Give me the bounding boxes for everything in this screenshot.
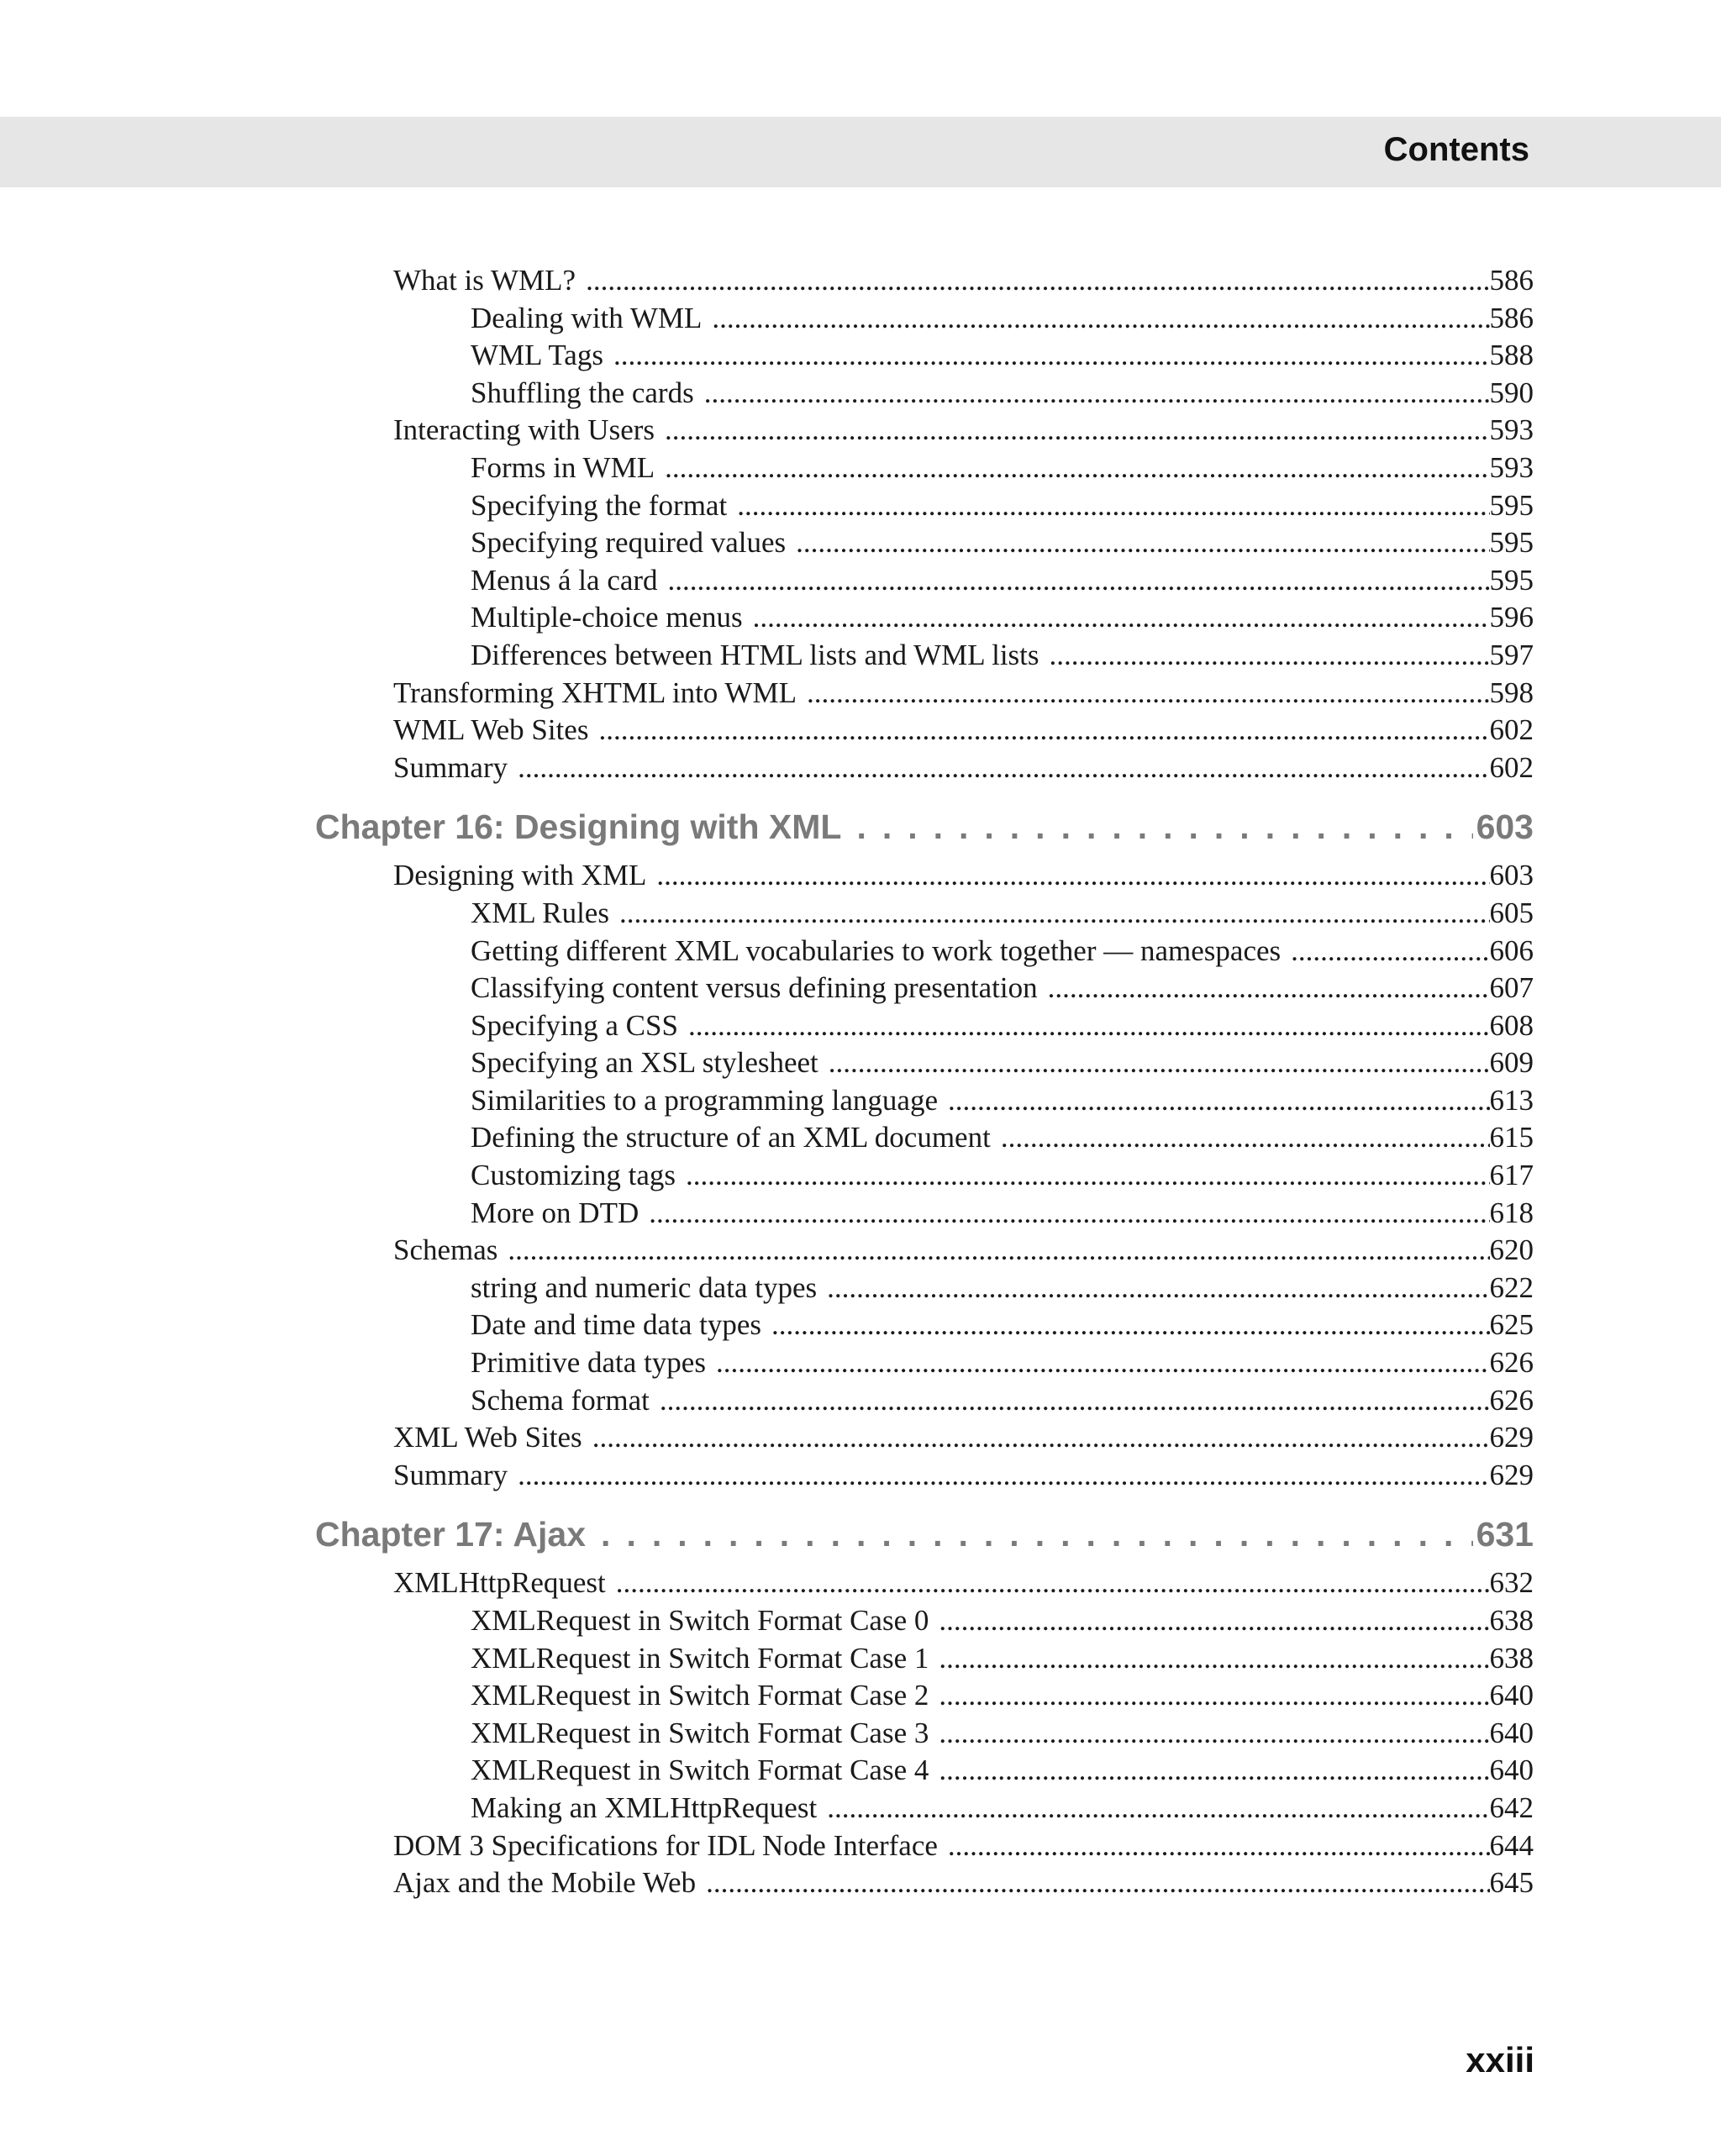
toc-entry-title: What is WML?: [393, 264, 576, 297]
dot-leader: [508, 1232, 1489, 1270]
toc-subsection-entry[interactable]: [315, 1119, 1534, 1157]
dot-leader: [827, 1270, 1489, 1307]
toc-entry-title: Summary: [393, 1458, 508, 1491]
toc-entry-title: Menus á la card: [471, 563, 658, 597]
dot-leader: [753, 599, 1490, 637]
toc-subsection-entry[interactable]: [315, 1344, 1534, 1382]
toc-entry-page: 625: [1489, 1308, 1534, 1342]
toc-entry-page: 640: [1489, 1716, 1534, 1749]
dot-leader: [771, 1307, 1490, 1344]
dot-leader: [939, 1602, 1489, 1640]
dot-leader: [716, 1344, 1490, 1382]
toc-entry-title: Customizing tags: [471, 1159, 676, 1192]
dot-leader: [939, 1715, 1489, 1753]
toc-subsection-entry[interactable]: [315, 933, 1534, 970]
dot-leader: [613, 337, 1490, 375]
toc-entry-title: Making an XMLHttpRequest: [471, 1791, 818, 1824]
toc-section-entry[interactable]: [315, 1864, 1534, 1902]
toc-entry-page: 618: [1489, 1196, 1534, 1229]
toc-subsection-entry[interactable]: [315, 1640, 1534, 1678]
toc-entry-title: Schemas: [393, 1233, 498, 1267]
toc-entry-page: 603: [1489, 859, 1534, 892]
toc-entry-page: 629: [1489, 1458, 1534, 1491]
dot-leader: [829, 1044, 1490, 1082]
toc-chapter-heading[interactable]: [315, 1507, 1534, 1561]
toc-entry-title: string and numeric data types: [471, 1270, 818, 1304]
toc-section-entry[interactable]: [315, 1457, 1534, 1495]
toc-entry-title: WML Tags: [471, 339, 603, 372]
toc-subsection-entry[interactable]: [315, 599, 1534, 637]
toc-entry-title: Getting different XML vocabularies to work together — namespaces: [471, 933, 1282, 967]
toc-entry-title: XML Web Sites: [393, 1421, 582, 1454]
toc-entry-page: 615: [1489, 1121, 1534, 1154]
toc-entry-page: 586: [1489, 264, 1534, 297]
toc-entry-title: Multiple-choice menus: [471, 601, 743, 634]
toc-entry-page: 622: [1489, 1270, 1534, 1304]
dot-leader: [706, 1864, 1489, 1902]
toc-subsection-entry[interactable]: [315, 524, 1534, 562]
toc-entry-title: Chapter 17: Ajax: [315, 1515, 587, 1554]
toc-entry-page: 595: [1489, 526, 1534, 560]
dot-leader: [586, 262, 1489, 300]
toc-entry-title: XMLRequest in Switch Format Case 3: [471, 1716, 929, 1749]
toc-subsection-entry[interactable]: [315, 637, 1534, 675]
toc-entry-title: WML Web Sites: [393, 713, 589, 747]
toc-entry-page: 598: [1489, 676, 1534, 709]
dot-leader: [807, 675, 1490, 713]
toc-entry-title: Specifying a CSS: [471, 1008, 678, 1042]
dot-leader: [598, 712, 1489, 749]
running-header-title: Contents: [1383, 131, 1529, 168]
toc-entry-title: Schema format: [471, 1383, 650, 1417]
toc-entry-page: 631: [1476, 1515, 1534, 1554]
toc-entry-title: XMLRequest in Switch Format Case 0: [471, 1604, 929, 1637]
toc-entry-page: 602: [1489, 713, 1534, 747]
dot-leader: [665, 412, 1489, 450]
toc-section-entry[interactable]: [315, 712, 1534, 749]
toc-subsection-entry[interactable]: [315, 1715, 1534, 1753]
toc-entry-page: 606: [1489, 933, 1534, 967]
dot-leader: [1001, 1119, 1490, 1157]
dot-leader: [827, 1790, 1489, 1827]
toc-entry-page: 608: [1489, 1008, 1534, 1042]
dot-leader: [668, 562, 1490, 600]
toc-entry-page: 645: [1489, 1866, 1534, 1900]
toc-section-entry[interactable]: [315, 262, 1534, 300]
dot-leader: [656, 857, 1489, 895]
toc-chapter-heading[interactable]: [315, 800, 1534, 854]
dot-leader: [1291, 933, 1489, 970]
toc-entry-page: 620: [1489, 1233, 1534, 1267]
toc-entry-title: Classifying content versus defining presentation: [471, 971, 1038, 1005]
toc-entry-title: XMLRequest in Switch Format Case 1: [471, 1641, 929, 1675]
toc-entry-title: Interacting with Users: [393, 413, 655, 447]
toc-entry-page: 595: [1489, 563, 1534, 597]
toc-subsection-entry[interactable]: [315, 1382, 1534, 1420]
toc-entry-title: Transforming XHTML into WML: [393, 676, 797, 709]
dot-leader: [948, 1082, 1490, 1120]
toc-section-entry[interactable]: [315, 1419, 1534, 1457]
toc-subsection-entry[interactable]: [315, 1082, 1534, 1120]
toc-entry-page: 626: [1489, 1346, 1534, 1380]
toc-entry-title: Similarities to a programming language: [471, 1083, 938, 1117]
toc-subsection-entry[interactable]: [315, 562, 1534, 600]
toc-entry-page: 602: [1489, 750, 1534, 784]
toc-entry-page: 593: [1489, 413, 1534, 447]
dot-leader: [619, 895, 1490, 933]
toc-entry-page: 640: [1489, 1754, 1534, 1787]
toc-entry-page: 626: [1489, 1383, 1534, 1417]
toc-subsection-entry[interactable]: [315, 895, 1534, 933]
dot-leader: [948, 1827, 1490, 1865]
toc-entry-title: Dealing with WML: [471, 301, 703, 334]
dot-leader: [1048, 970, 1490, 1007]
toc-subsection-entry[interactable]: [315, 300, 1534, 338]
toc-section-entry[interactable]: [315, 857, 1534, 895]
toc-subsection-entry[interactable]: [315, 337, 1534, 375]
toc-subsection-entry[interactable]: [315, 1044, 1534, 1082]
toc-entry-title: Ajax and the Mobile Web: [393, 1866, 697, 1900]
table-of-contents: [315, 262, 1534, 1902]
toc-entry-title: More on DTD: [471, 1196, 639, 1229]
toc-entry-page: 590: [1489, 376, 1534, 409]
toc-subsection-entry[interactable]: [315, 450, 1534, 487]
toc-entry-title: Specifying an XSL stylesheet: [471, 1046, 818, 1080]
dot-leader: [939, 1640, 1489, 1678]
dot-leader: [518, 1457, 1489, 1495]
dot-leader: [712, 300, 1489, 338]
toc-entry-title: Summary: [393, 750, 508, 784]
toc-entry-title: Designing with XML: [393, 859, 647, 892]
toc-entry-page: 613: [1489, 1083, 1534, 1117]
dot-leader: [737, 487, 1489, 525]
dot-leader: [856, 800, 1472, 854]
toc-subsection-entry[interactable]: [315, 1157, 1534, 1195]
page-number: xxiii: [1466, 2040, 1534, 2080]
toc-subsection-entry[interactable]: [315, 375, 1534, 413]
toc-entry-title: Shuffling the cards: [471, 376, 694, 409]
toc-entry-page: 640: [1489, 1679, 1534, 1712]
toc-entry-title: Differences between HTML lists and WML lists: [471, 638, 1039, 671]
toc-entry-title: XMLHttpRequest: [393, 1566, 606, 1600]
toc-entry-page: 605: [1489, 896, 1534, 929]
toc-subsection-entry[interactable]: [315, 487, 1534, 525]
toc-entry-title: Forms in WML: [471, 450, 655, 484]
toc-entry-title: Primitive data types: [471, 1346, 706, 1380]
toc-entry-page: 638: [1489, 1641, 1534, 1675]
toc-section-entry[interactable]: [315, 749, 1534, 787]
toc-entry-page: 607: [1489, 971, 1534, 1005]
toc-subsection-entry[interactable]: [315, 1677, 1534, 1715]
toc-subsection-entry[interactable]: [315, 970, 1534, 1007]
dot-leader: [649, 1195, 1489, 1233]
toc-entry-title: XML Rules: [471, 896, 609, 929]
toc-entry-page: 593: [1489, 450, 1534, 484]
dot-leader: [592, 1419, 1490, 1457]
dot-leader: [660, 1382, 1490, 1420]
toc-section-entry[interactable]: [315, 1827, 1534, 1865]
dot-leader: [1050, 637, 1490, 675]
toc-entry-page: 642: [1489, 1791, 1534, 1824]
toc-subsection-entry[interactable]: [315, 1790, 1534, 1827]
dot-leader: [688, 1007, 1490, 1045]
toc-entry-page: 603: [1476, 807, 1534, 847]
toc-entry-page: 629: [1489, 1421, 1534, 1454]
toc-entry-title: XMLRequest in Switch Format Case 4: [471, 1754, 929, 1787]
toc-section-entry[interactable]: [315, 412, 1534, 450]
toc-entry-title: Chapter 16: Designing with XML: [315, 807, 842, 847]
dot-leader: [704, 375, 1490, 413]
toc-entry-page: 586: [1489, 301, 1534, 334]
dot-leader: [518, 749, 1489, 787]
toc-subsection-entry[interactable]: [315, 1752, 1534, 1790]
toc-entry-page: 638: [1489, 1604, 1534, 1637]
toc-subsection-entry[interactable]: [315, 1007, 1534, 1045]
toc-entry-page: 588: [1489, 339, 1534, 372]
toc-section-entry[interactable]: [315, 1232, 1534, 1270]
toc-subsection-entry[interactable]: [315, 1602, 1534, 1640]
toc-subsection-entry[interactable]: [315, 1307, 1534, 1344]
dot-leader: [616, 1564, 1490, 1602]
dot-leader: [665, 450, 1489, 487]
toc-entry-page: 617: [1489, 1159, 1534, 1192]
toc-entry-title: Defining the structure of an XML document: [471, 1121, 991, 1154]
toc-entry-page: 632: [1489, 1566, 1534, 1600]
dot-leader: [686, 1157, 1489, 1195]
dot-leader: [939, 1677, 1489, 1715]
toc-entry-page: 609: [1489, 1046, 1534, 1080]
toc-entry-page: 595: [1489, 488, 1534, 522]
toc-entry-title: Date and time data types: [471, 1308, 761, 1342]
toc-entry-page: 597: [1489, 638, 1534, 671]
toc-subsection-entry[interactable]: [315, 1195, 1534, 1233]
dot-leader: [601, 1507, 1473, 1561]
toc-entry-title: XMLRequest in Switch Format Case 2: [471, 1679, 929, 1712]
toc-section-entry[interactable]: [315, 1564, 1534, 1602]
dot-leader: [939, 1752, 1489, 1790]
toc-entry-page: 596: [1489, 601, 1534, 634]
toc-entry-title: Specifying required values: [471, 526, 787, 560]
toc-subsection-entry[interactable]: [315, 1270, 1534, 1307]
toc-entry-page: 644: [1489, 1828, 1534, 1862]
toc-entry-title: Specifying the format: [471, 488, 728, 522]
toc-section-entry[interactable]: [315, 675, 1534, 713]
toc-entry-title: DOM 3 Specifications for IDL Node Interface: [393, 1828, 938, 1862]
dot-leader: [796, 524, 1489, 562]
